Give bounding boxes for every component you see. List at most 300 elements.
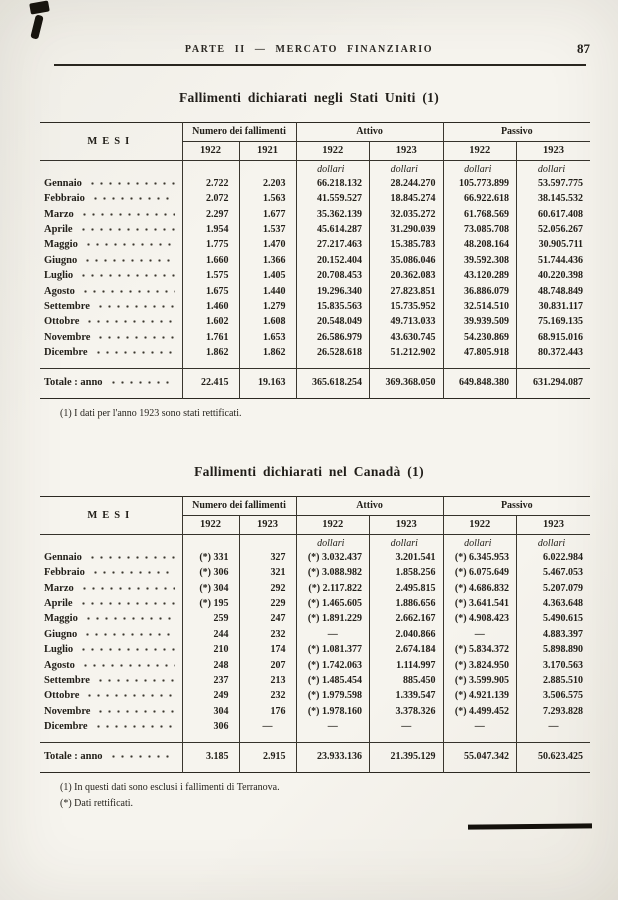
value-cell: —	[443, 719, 517, 743]
unit-spacer	[239, 534, 296, 550]
value-cell: 80.372.443	[517, 345, 591, 369]
value-cell: 1.954	[182, 222, 239, 237]
value-cell: 27.217.463	[296, 237, 370, 252]
value-cell: 244	[182, 627, 239, 642]
value-cell: 32.514.510	[443, 299, 517, 314]
value-cell: 1.677	[239, 207, 296, 222]
value-cell: 3.201.541	[370, 550, 444, 565]
month-label: Aprile	[44, 223, 73, 235]
value-cell: (*) 3.641.541	[443, 596, 517, 611]
table-row	[40, 222, 590, 237]
value-cell: 15.385.783	[370, 237, 444, 252]
value-cell: 1.608	[239, 314, 296, 329]
month-cell	[40, 627, 182, 642]
value-cell: (*) 3.088.982	[296, 565, 370, 580]
value-cell: 232	[239, 688, 296, 703]
unit-label: dollari	[370, 534, 444, 550]
value-cell: 66.922.618	[443, 191, 517, 206]
month-cell	[40, 581, 182, 596]
value-cell: 2.072	[182, 191, 239, 206]
total-cell: 631.294.087	[517, 369, 591, 399]
value-cell: 1.602	[182, 314, 239, 329]
month-label: Settembre	[44, 674, 90, 686]
value-cell: 47.805.918	[443, 345, 517, 369]
value-cell: 247	[239, 611, 296, 626]
value-cell: 6.022.984	[517, 550, 591, 565]
value-cell: 1.886.656	[370, 596, 444, 611]
dot-leader	[88, 178, 175, 188]
total-label-cell	[40, 743, 182, 773]
value-cell: (*) 4.499.452	[443, 704, 517, 719]
value-cell: 1.537	[239, 222, 296, 237]
total-row	[40, 369, 590, 399]
value-cell: 2.722	[182, 176, 239, 191]
table-row	[40, 704, 590, 719]
month-cell	[40, 719, 182, 743]
value-cell: 30.831.117	[517, 299, 591, 314]
canada-footnote-1: (1) In questi dati sono esclusi i fallimenti di Terranova.	[60, 782, 280, 794]
month-cell	[40, 237, 182, 252]
month-label: Settembre	[44, 300, 90, 312]
value-cell: 2.203	[239, 176, 296, 191]
total-row	[40, 743, 590, 773]
dot-leader	[94, 722, 175, 732]
month-cell	[40, 268, 182, 283]
value-cell: 1.279	[239, 299, 296, 314]
value-cell: 26.528.618	[296, 345, 370, 369]
table-row	[40, 688, 590, 703]
value-cell: —	[296, 719, 370, 743]
dot-leader	[88, 552, 175, 562]
value-cell: 885.450	[370, 673, 444, 688]
month-cell	[40, 330, 182, 345]
unit-label: dollari	[296, 534, 370, 550]
value-cell: 210	[182, 642, 239, 657]
total-label-cell	[40, 369, 182, 399]
table-row	[40, 596, 590, 611]
canada-table-title: Fallimenti dichiarati nel Canadà (1)	[194, 464, 424, 479]
month-label: Giugno	[44, 254, 78, 266]
value-cell: 54.230.869	[443, 330, 517, 345]
value-cell: 27.823.851	[370, 284, 444, 299]
total-cell: 649.848.380	[443, 369, 517, 399]
value-cell: 2.495.815	[370, 581, 444, 596]
month-label: Maggio	[44, 239, 78, 251]
value-cell: (*) 304	[182, 581, 239, 596]
value-cell: 259	[182, 611, 239, 626]
total-cell: 365.618.254	[296, 369, 370, 399]
value-cell: 41.559.527	[296, 191, 370, 206]
month-cell	[40, 704, 182, 719]
value-cell: 1.862	[239, 345, 296, 369]
month-cell	[40, 253, 182, 268]
table-row	[40, 565, 590, 580]
value-cell: 2.885.510	[517, 673, 591, 688]
value-cell: (*) 1.979.598	[296, 688, 370, 703]
month-label: Marzo	[44, 582, 74, 594]
value-cell: 68.915.016	[517, 330, 591, 345]
total-cell: 50.623.425	[517, 743, 591, 773]
unit-label: dollari	[443, 160, 517, 176]
month-label: Aprile	[44, 597, 73, 609]
value-cell: 207	[239, 658, 296, 673]
month-label: Febbraio	[44, 193, 85, 205]
value-cell: 51.212.902	[370, 345, 444, 369]
dot-leader	[84, 614, 175, 624]
value-cell: 5.207.079	[517, 581, 591, 596]
value-cell: 1.563	[239, 191, 296, 206]
unit-spacer	[182, 160, 239, 176]
value-cell: 30.905.711	[517, 237, 591, 252]
month-label: Giugno	[44, 628, 78, 640]
value-cell: —	[370, 719, 444, 743]
table-row	[40, 658, 590, 673]
value-cell: 32.035.272	[370, 207, 444, 222]
col-group-attivo: Attivo	[296, 497, 443, 516]
unit-row	[40, 534, 590, 550]
running-title: PARTE II — MERCATO FINANZIARIO	[184, 44, 434, 55]
value-cell: 39.939.509	[443, 314, 517, 329]
dot-leader	[80, 583, 175, 593]
value-cell: 20.362.083	[370, 268, 444, 283]
table-row	[40, 330, 590, 345]
value-cell: (*) 306	[182, 565, 239, 580]
value-cell: (*) 1.465.605	[296, 596, 370, 611]
value-cell: (*) 1.742.063	[296, 658, 370, 673]
value-cell: 18.845.274	[370, 191, 444, 206]
value-cell: (*) 1.978.160	[296, 704, 370, 719]
col-year: 1922	[443, 141, 517, 160]
month-cell	[40, 596, 182, 611]
value-cell: 48.208.164	[443, 237, 517, 252]
table-row	[40, 719, 590, 743]
col-year: 1923	[370, 515, 444, 534]
total-cell: 2.915	[239, 743, 296, 773]
value-cell: 4.363.648	[517, 596, 591, 611]
value-cell: 1.366	[239, 253, 296, 268]
total-cell: 19.163	[239, 369, 296, 399]
month-label: Ottobre	[44, 316, 80, 328]
value-cell: 7.293.828	[517, 704, 591, 719]
month-cell	[40, 611, 182, 626]
value-cell: 249	[182, 688, 239, 703]
month-cell	[40, 191, 182, 206]
value-cell: 5.467.053	[517, 565, 591, 580]
total-cell: 369.368.050	[370, 369, 444, 399]
month-label: Marzo	[44, 208, 74, 220]
dot-leader	[83, 629, 174, 639]
month-cell	[40, 673, 182, 688]
dot-leader	[84, 240, 175, 250]
value-cell: 1.460	[182, 299, 239, 314]
scan-artifact-line	[468, 823, 592, 829]
table-row	[40, 299, 590, 314]
dot-leader	[81, 660, 175, 670]
dot-leader	[91, 568, 175, 578]
dot-leader	[80, 209, 175, 219]
total-cell: 55.047.342	[443, 743, 517, 773]
value-cell: 51.744.436	[517, 253, 591, 268]
value-cell: 237	[182, 673, 239, 688]
value-cell: —	[443, 627, 517, 642]
dot-leader	[79, 271, 174, 281]
dot-leader	[94, 348, 175, 358]
value-cell: 53.597.775	[517, 176, 591, 191]
value-cell: 229	[239, 596, 296, 611]
value-cell: (*) 195	[182, 596, 239, 611]
col-year: 1922	[182, 141, 239, 160]
us-section	[0, 90, 618, 419]
value-cell: 66.218.132	[296, 176, 370, 191]
value-cell: 20.152.404	[296, 253, 370, 268]
col-year: 1922	[182, 515, 239, 534]
month-label: Luglio	[44, 270, 74, 282]
table-row	[40, 237, 590, 252]
dot-leader	[109, 378, 175, 388]
value-cell: (*) 1.485.454	[296, 673, 370, 688]
value-cell: 43.120.289	[443, 268, 517, 283]
col-group-attivo: Attivo	[296, 123, 443, 142]
scan-artifact-blob	[30, 14, 44, 39]
value-cell: —	[517, 719, 591, 743]
value-cell: (*) 6.075.649	[443, 565, 517, 580]
value-cell: 321	[239, 565, 296, 580]
value-cell: 48.748.849	[517, 284, 591, 299]
value-cell: 1.575	[182, 268, 239, 283]
month-label: Ottobre	[44, 690, 80, 702]
us-failures-table	[40, 122, 590, 399]
value-cell: 38.145.532	[517, 191, 591, 206]
table-row	[40, 268, 590, 283]
dot-leader	[96, 301, 175, 311]
value-cell: —	[296, 627, 370, 642]
dot-leader	[109, 752, 175, 762]
dot-leader	[91, 194, 175, 204]
value-cell: 176	[239, 704, 296, 719]
us-table-title: Fallimenti dichiarati negli Stati Uniti (1)	[178, 90, 439, 105]
unit-label: dollari	[443, 534, 517, 550]
month-label: Luglio	[44, 644, 74, 656]
canada-section	[0, 464, 618, 809]
canada-footnote-2: (*) Dati rettificati.	[60, 798, 134, 810]
value-cell: 327	[239, 550, 296, 565]
group-header-row	[40, 123, 590, 142]
group-header-row	[40, 497, 590, 516]
value-cell: 31.290.039	[370, 222, 444, 237]
header-rule	[54, 64, 586, 66]
value-cell: 43.630.745	[370, 330, 444, 345]
value-cell: 26.586.979	[296, 330, 370, 345]
table-row	[40, 627, 590, 642]
col-group-numero: Numero dei fallimenti	[182, 123, 296, 142]
value-cell: 75.169.135	[517, 314, 591, 329]
unit-spacer	[182, 534, 239, 550]
dot-leader	[79, 645, 174, 655]
value-cell: 1.114.997	[370, 658, 444, 673]
page-number: 87	[577, 41, 590, 56]
value-cell: 1.775	[182, 237, 239, 252]
value-cell: (*) 2.117.822	[296, 581, 370, 596]
value-cell: 232	[239, 627, 296, 642]
value-cell: 45.614.287	[296, 222, 370, 237]
value-cell: 292	[239, 581, 296, 596]
value-cell: 5.490.615	[517, 611, 591, 626]
col-year: 1923	[517, 515, 591, 534]
value-cell: 174	[239, 642, 296, 657]
col-header-mesi: MESI	[40, 123, 182, 161]
month-label: Novembre	[44, 705, 91, 717]
dot-leader	[96, 332, 174, 342]
value-cell: 35.362.139	[296, 207, 370, 222]
value-cell: (*) 6.345.953	[443, 550, 517, 565]
table-row	[40, 191, 590, 206]
unit-label: dollari	[370, 160, 444, 176]
unit-spacer	[40, 160, 182, 176]
col-header-mesi: MESI	[40, 497, 182, 535]
table-row	[40, 314, 590, 329]
dot-leader	[96, 706, 174, 716]
value-cell: 4.883.397	[517, 627, 591, 642]
month-cell	[40, 642, 182, 657]
value-cell: 1.440	[239, 284, 296, 299]
month-cell	[40, 345, 182, 369]
table-row	[40, 284, 590, 299]
month-label: Maggio	[44, 613, 78, 625]
value-cell: 5.898.890	[517, 642, 591, 657]
total-cell: 23.933.136	[296, 743, 370, 773]
table-row	[40, 550, 590, 565]
month-cell	[40, 222, 182, 237]
value-cell: 35.086.046	[370, 253, 444, 268]
value-cell: 73.085.708	[443, 222, 517, 237]
month-cell	[40, 299, 182, 314]
month-label: Gennaio	[44, 177, 82, 189]
value-cell: 20.708.453	[296, 268, 370, 283]
value-cell: 1.858.256	[370, 565, 444, 580]
value-cell: 2.040.866	[370, 627, 444, 642]
month-cell	[40, 176, 182, 191]
dot-leader	[96, 675, 175, 685]
value-cell: (*) 4.686.832	[443, 581, 517, 596]
col-group-passivo: Passivo	[443, 497, 590, 516]
value-cell: 306	[182, 719, 239, 743]
value-cell: (*) 5.834.372	[443, 642, 517, 657]
table-row	[40, 611, 590, 626]
value-cell: (*) 3.599.905	[443, 673, 517, 688]
value-cell: 15.735.952	[370, 299, 444, 314]
value-cell: 304	[182, 704, 239, 719]
value-cell: 1.660	[182, 253, 239, 268]
month-label: Dicembre	[44, 347, 88, 359]
table-row	[40, 176, 590, 191]
col-year: 1922	[296, 141, 370, 160]
unit-spacer	[239, 160, 296, 176]
value-cell: 40.220.398	[517, 268, 591, 283]
dot-leader	[81, 286, 175, 296]
dot-leader	[85, 317, 174, 327]
value-cell: 20.548.049	[296, 314, 370, 329]
value-cell: 105.773.899	[443, 176, 517, 191]
month-label: Agosto	[44, 659, 75, 671]
total-cell: 21.395.129	[370, 743, 444, 773]
month-label: Agosto	[44, 285, 75, 297]
value-cell: (*) 3.824.950	[443, 658, 517, 673]
value-cell: (*) 1.891.229	[296, 611, 370, 626]
value-cell: 2.674.184	[370, 642, 444, 657]
col-group-passivo: Passivo	[443, 123, 590, 142]
unit-label: dollari	[517, 160, 591, 176]
scan-artifact-blob	[29, 0, 50, 14]
unit-label: dollari	[296, 160, 370, 176]
value-cell: 1.862	[182, 345, 239, 369]
month-label: Dicembre	[44, 721, 88, 733]
total-label: Totale : anno	[44, 751, 103, 763]
value-cell: 39.592.308	[443, 253, 517, 268]
value-cell: 248	[182, 658, 239, 673]
value-cell: (*) 3.032.437	[296, 550, 370, 565]
table-row	[40, 642, 590, 657]
month-label: Febbraio	[44, 567, 85, 579]
canada-failures-table	[40, 496, 590, 773]
value-cell: 1.470	[239, 237, 296, 252]
value-cell: 213	[239, 673, 296, 688]
col-year: 1923	[370, 141, 444, 160]
month-cell	[40, 658, 182, 673]
total-label: Totale : anno	[44, 377, 103, 389]
value-cell: (*) 4.908.423	[443, 611, 517, 626]
month-cell	[40, 314, 182, 329]
unit-row	[40, 160, 590, 176]
month-cell	[40, 207, 182, 222]
table-row	[40, 673, 590, 688]
unit-label: dollari	[517, 534, 591, 550]
value-cell: 52.056.267	[517, 222, 591, 237]
value-cell: 28.244.270	[370, 176, 444, 191]
value-cell: 1.405	[239, 268, 296, 283]
dot-leader	[85, 691, 174, 701]
col-year: 1921	[239, 141, 296, 160]
value-cell: (*) 4.921.139	[443, 688, 517, 703]
col-year: 1922	[296, 515, 370, 534]
value-cell: 3.170.563	[517, 658, 591, 673]
dot-leader	[83, 255, 174, 265]
value-cell: 1.675	[182, 284, 239, 299]
table-row	[40, 207, 590, 222]
running-header	[0, 41, 618, 56]
month-cell	[40, 565, 182, 580]
value-cell: 61.768.569	[443, 207, 517, 222]
value-cell: —	[239, 719, 296, 743]
unit-spacer	[40, 534, 182, 550]
table-row	[40, 253, 590, 268]
month-cell	[40, 550, 182, 565]
us-table-body	[40, 176, 590, 369]
month-cell	[40, 284, 182, 299]
col-year: 1923	[239, 515, 296, 534]
total-cell: 22.415	[182, 369, 239, 399]
value-cell: 49.713.033	[370, 314, 444, 329]
dot-leader	[79, 224, 175, 234]
value-cell: 2.297	[182, 207, 239, 222]
month-label: Gennaio	[44, 551, 82, 563]
total-cell: 3.185	[182, 743, 239, 773]
value-cell: 19.296.340	[296, 284, 370, 299]
table-row	[40, 345, 590, 369]
month-cell	[40, 688, 182, 703]
value-cell: (*) 331	[182, 550, 239, 565]
dot-leader	[79, 598, 175, 608]
value-cell: 36.886.079	[443, 284, 517, 299]
